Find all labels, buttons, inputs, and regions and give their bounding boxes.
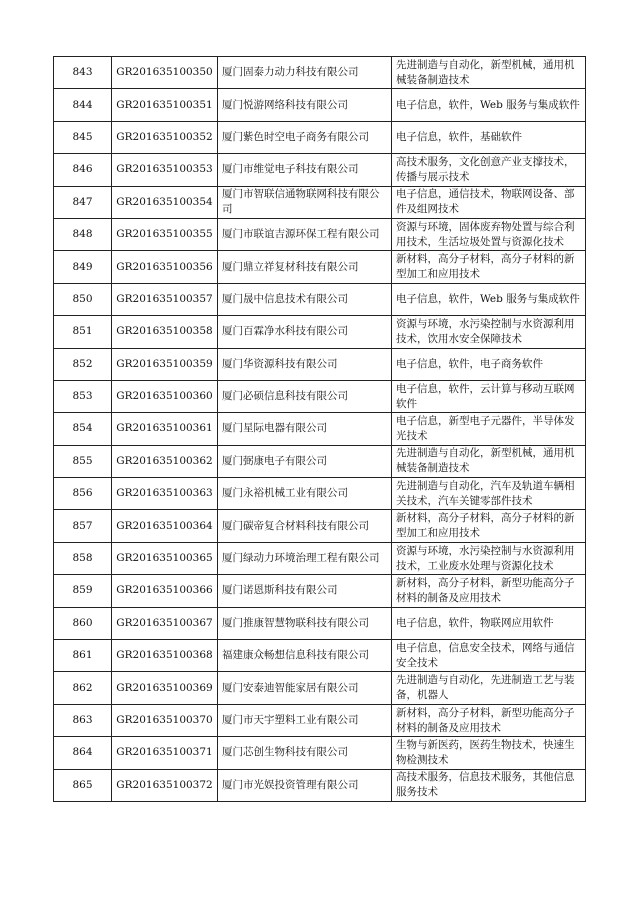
- technology-field-cell: 电子信息，软件，基础软件: [392, 121, 586, 153]
- technology-field-cell: 先进制造与自动化，先进制造工艺与装备，机器人: [392, 672, 586, 704]
- company-name-cell: 厦门百霖净水科技有限公司: [218, 316, 392, 348]
- table-row: [54, 316, 586, 348]
- company-name-cell: 厦门芯创生物科技有限公司: [218, 737, 392, 769]
- table-row: [54, 478, 586, 510]
- certificate-code-cell: GR201635100357: [112, 283, 218, 315]
- table-row: [54, 413, 586, 445]
- company-name-cell: 厦门鼎立祥复材科技有限公司: [218, 251, 392, 283]
- certificate-code-cell: GR201635100365: [112, 542, 218, 574]
- company-name-cell: 厦门市光娱投资管理有限公司: [218, 769, 392, 801]
- technology-field-cell: 新材料，高分子材料，新型功能高分子材料的制备及应用技术: [392, 575, 586, 607]
- certificate-code-cell: GR201635100354: [112, 186, 218, 218]
- certificate-code-cell: GR201635100359: [112, 348, 218, 380]
- table-row: [54, 737, 586, 769]
- table-row: [54, 283, 586, 315]
- certificate-code-cell: GR201635100362: [112, 445, 218, 477]
- table-row: [54, 57, 586, 89]
- certificate-code-cell: GR201635100370: [112, 704, 218, 736]
- certificate-code-cell: GR201635100355: [112, 218, 218, 250]
- table-row: [54, 542, 586, 574]
- company-name-cell: 厦门晟中信息技术有限公司: [218, 283, 392, 315]
- certificate-code-cell: GR201635100368: [112, 640, 218, 672]
- technology-field-cell: 先进制造与自动化，新型机械，通用机械装备制造技术: [392, 445, 586, 477]
- row-number-cell: 845: [54, 121, 112, 153]
- technology-field-cell: 高技术服务，信息技术服务，其他信息服务技术: [392, 769, 586, 801]
- table-row: [54, 121, 586, 153]
- table-row: [54, 89, 586, 121]
- certificate-code-cell: GR201635100358: [112, 316, 218, 348]
- company-name-cell: 厦门推康智慧物联科技有限公司: [218, 607, 392, 639]
- company-name-cell: 厦门绿动力环境治理工程有限公司: [218, 542, 392, 574]
- row-number-cell: 857: [54, 510, 112, 542]
- certificate-code-cell: GR201635100361: [112, 413, 218, 445]
- row-number-cell: 861: [54, 640, 112, 672]
- table-row: [54, 251, 586, 283]
- certificate-code-cell: GR201635100360: [112, 380, 218, 412]
- table-row: [54, 510, 586, 542]
- certificate-code-cell: GR201635100367: [112, 607, 218, 639]
- technology-field-cell: 生物与新医药，医药生物技术，快速生物检测技术: [392, 737, 586, 769]
- certificate-code-cell: GR201635100352: [112, 121, 218, 153]
- technology-field-cell: 新材料，高分子材料，高分子材料的新型加工和应用技术: [392, 251, 586, 283]
- row-number-cell: 854: [54, 413, 112, 445]
- row-number-cell: 859: [54, 575, 112, 607]
- technology-field-cell: 先进制造与自动化，汽车及轨道车辆相关技术，汽车关键零部件技术: [392, 478, 586, 510]
- table-row: [54, 380, 586, 412]
- row-number-cell: 843: [54, 57, 112, 89]
- technology-field-cell: 电子信息，通信技术，物联网设备、部件及组网技术: [392, 186, 586, 218]
- certificate-code-cell: GR201635100372: [112, 769, 218, 801]
- company-name-cell: 厦门安泰迪智能家居有限公司: [218, 672, 392, 704]
- technology-field-cell: 电子信息，软件，物联网应用软件: [392, 607, 586, 639]
- technology-field-cell: 电子信息，软件，云计算与移动互联网软件: [392, 380, 586, 412]
- row-number-cell: 858: [54, 542, 112, 574]
- certificate-code-cell: GR201635100366: [112, 575, 218, 607]
- certificate-code-cell: GR201635100353: [112, 154, 218, 186]
- row-number-cell: 849: [54, 251, 112, 283]
- row-number-cell: 852: [54, 348, 112, 380]
- row-number-cell: 850: [54, 283, 112, 315]
- table-row: [54, 769, 586, 801]
- row-number-cell: 865: [54, 769, 112, 801]
- company-name-cell: 厦门固泰力动力科技有限公司: [218, 57, 392, 89]
- technology-field-cell: 高技术服务，文化创意产业支撑技术，传播与展示技术: [392, 154, 586, 186]
- row-number-cell: 856: [54, 478, 112, 510]
- company-name-cell: 厦门市维觉电子科技有限公司: [218, 154, 392, 186]
- technology-field-cell: 先进制造与自动化，新型机械，通用机械装备制造技术: [392, 57, 586, 89]
- certificate-code-cell: GR201635100350: [112, 57, 218, 89]
- company-name-cell: 厦门悦游网络科技有限公司: [218, 89, 392, 121]
- technology-field-cell: 新材料，高分子材料，高分子材料的新型加工和应用技术: [392, 510, 586, 542]
- company-name-cell: 厦门华资源科技有限公司: [218, 348, 392, 380]
- row-number-cell: 848: [54, 218, 112, 250]
- table-row: [54, 704, 586, 736]
- technology-field-cell: 电子信息，软件，电子商务软件: [392, 348, 586, 380]
- table-row: [54, 348, 586, 380]
- technology-field-cell: 电子信息，新型电子元器件，半导体发光技术: [392, 413, 586, 445]
- row-number-cell: 860: [54, 607, 112, 639]
- company-name-cell: 厦门紫色时空电子商务有限公司: [218, 121, 392, 153]
- row-number-cell: 844: [54, 89, 112, 121]
- certificate-code-cell: GR201635100363: [112, 478, 218, 510]
- certificate-code-cell: GR201635100351: [112, 89, 218, 121]
- technology-field-cell: 资源与环境，固体废弃物处置与综合利用技术，生活垃圾处置与资源化技术: [392, 218, 586, 250]
- company-name-cell: 厦门碳帝复合材料科技有限公司: [218, 510, 392, 542]
- table-body: [54, 57, 586, 802]
- table-row: [54, 445, 586, 477]
- table-row: [54, 186, 586, 218]
- company-name-cell: 福建康众畅想信息科技有限公司: [218, 640, 392, 672]
- technology-field-cell: 资源与环境，水污染控制与水资源利用技术，工业废水处理与资源化技术: [392, 542, 586, 574]
- company-name-cell: 厦门弼康电子有限公司: [218, 445, 392, 477]
- table-row: [54, 154, 586, 186]
- company-name-cell: 厦门星际电器有限公司: [218, 413, 392, 445]
- row-number-cell: 853: [54, 380, 112, 412]
- technology-field-cell: 电子信息，软件，Web 服务与集成软件: [392, 89, 586, 121]
- certificate-code-cell: GR201635100371: [112, 737, 218, 769]
- row-number-cell: 862: [54, 672, 112, 704]
- table-row: [54, 640, 586, 672]
- company-name-cell: 厦门市天宇塑料工业有限公司: [218, 704, 392, 736]
- table-row: [54, 575, 586, 607]
- row-number-cell: 846: [54, 154, 112, 186]
- technology-field-cell: 新材料，高分子材料，新型功能高分子材料的制备及应用技术: [392, 704, 586, 736]
- row-number-cell: 847: [54, 186, 112, 218]
- technology-field-cell: 电子信息，信息安全技术，网络与通信安全技术: [392, 640, 586, 672]
- certificate-code-cell: GR201635100356: [112, 251, 218, 283]
- row-number-cell: 864: [54, 737, 112, 769]
- certificate-code-cell: GR201635100369: [112, 672, 218, 704]
- table-row: [54, 607, 586, 639]
- table-row: [54, 218, 586, 250]
- enterprise-table: [53, 56, 586, 802]
- company-name-cell: 厦门永裕机械工业有限公司: [218, 478, 392, 510]
- company-name-cell: 厦门诺恩斯科技有限公司: [218, 575, 392, 607]
- technology-field-cell: 资源与环境，水污染控制与水资源利用技术，饮用水安全保障技术: [392, 316, 586, 348]
- row-number-cell: 851: [54, 316, 112, 348]
- table-row: [54, 672, 586, 704]
- company-name-cell: 厦门市智联信通物联网科技有限公司: [218, 186, 392, 218]
- certificate-code-cell: GR201635100364: [112, 510, 218, 542]
- company-name-cell: 厦门市联谊吉源环保工程有限公司: [218, 218, 392, 250]
- company-name-cell: 厦门必硕信息科技有限公司: [218, 380, 392, 412]
- row-number-cell: 855: [54, 445, 112, 477]
- row-number-cell: 863: [54, 704, 112, 736]
- technology-field-cell: 电子信息，软件，Web 服务与集成软件: [392, 283, 586, 315]
